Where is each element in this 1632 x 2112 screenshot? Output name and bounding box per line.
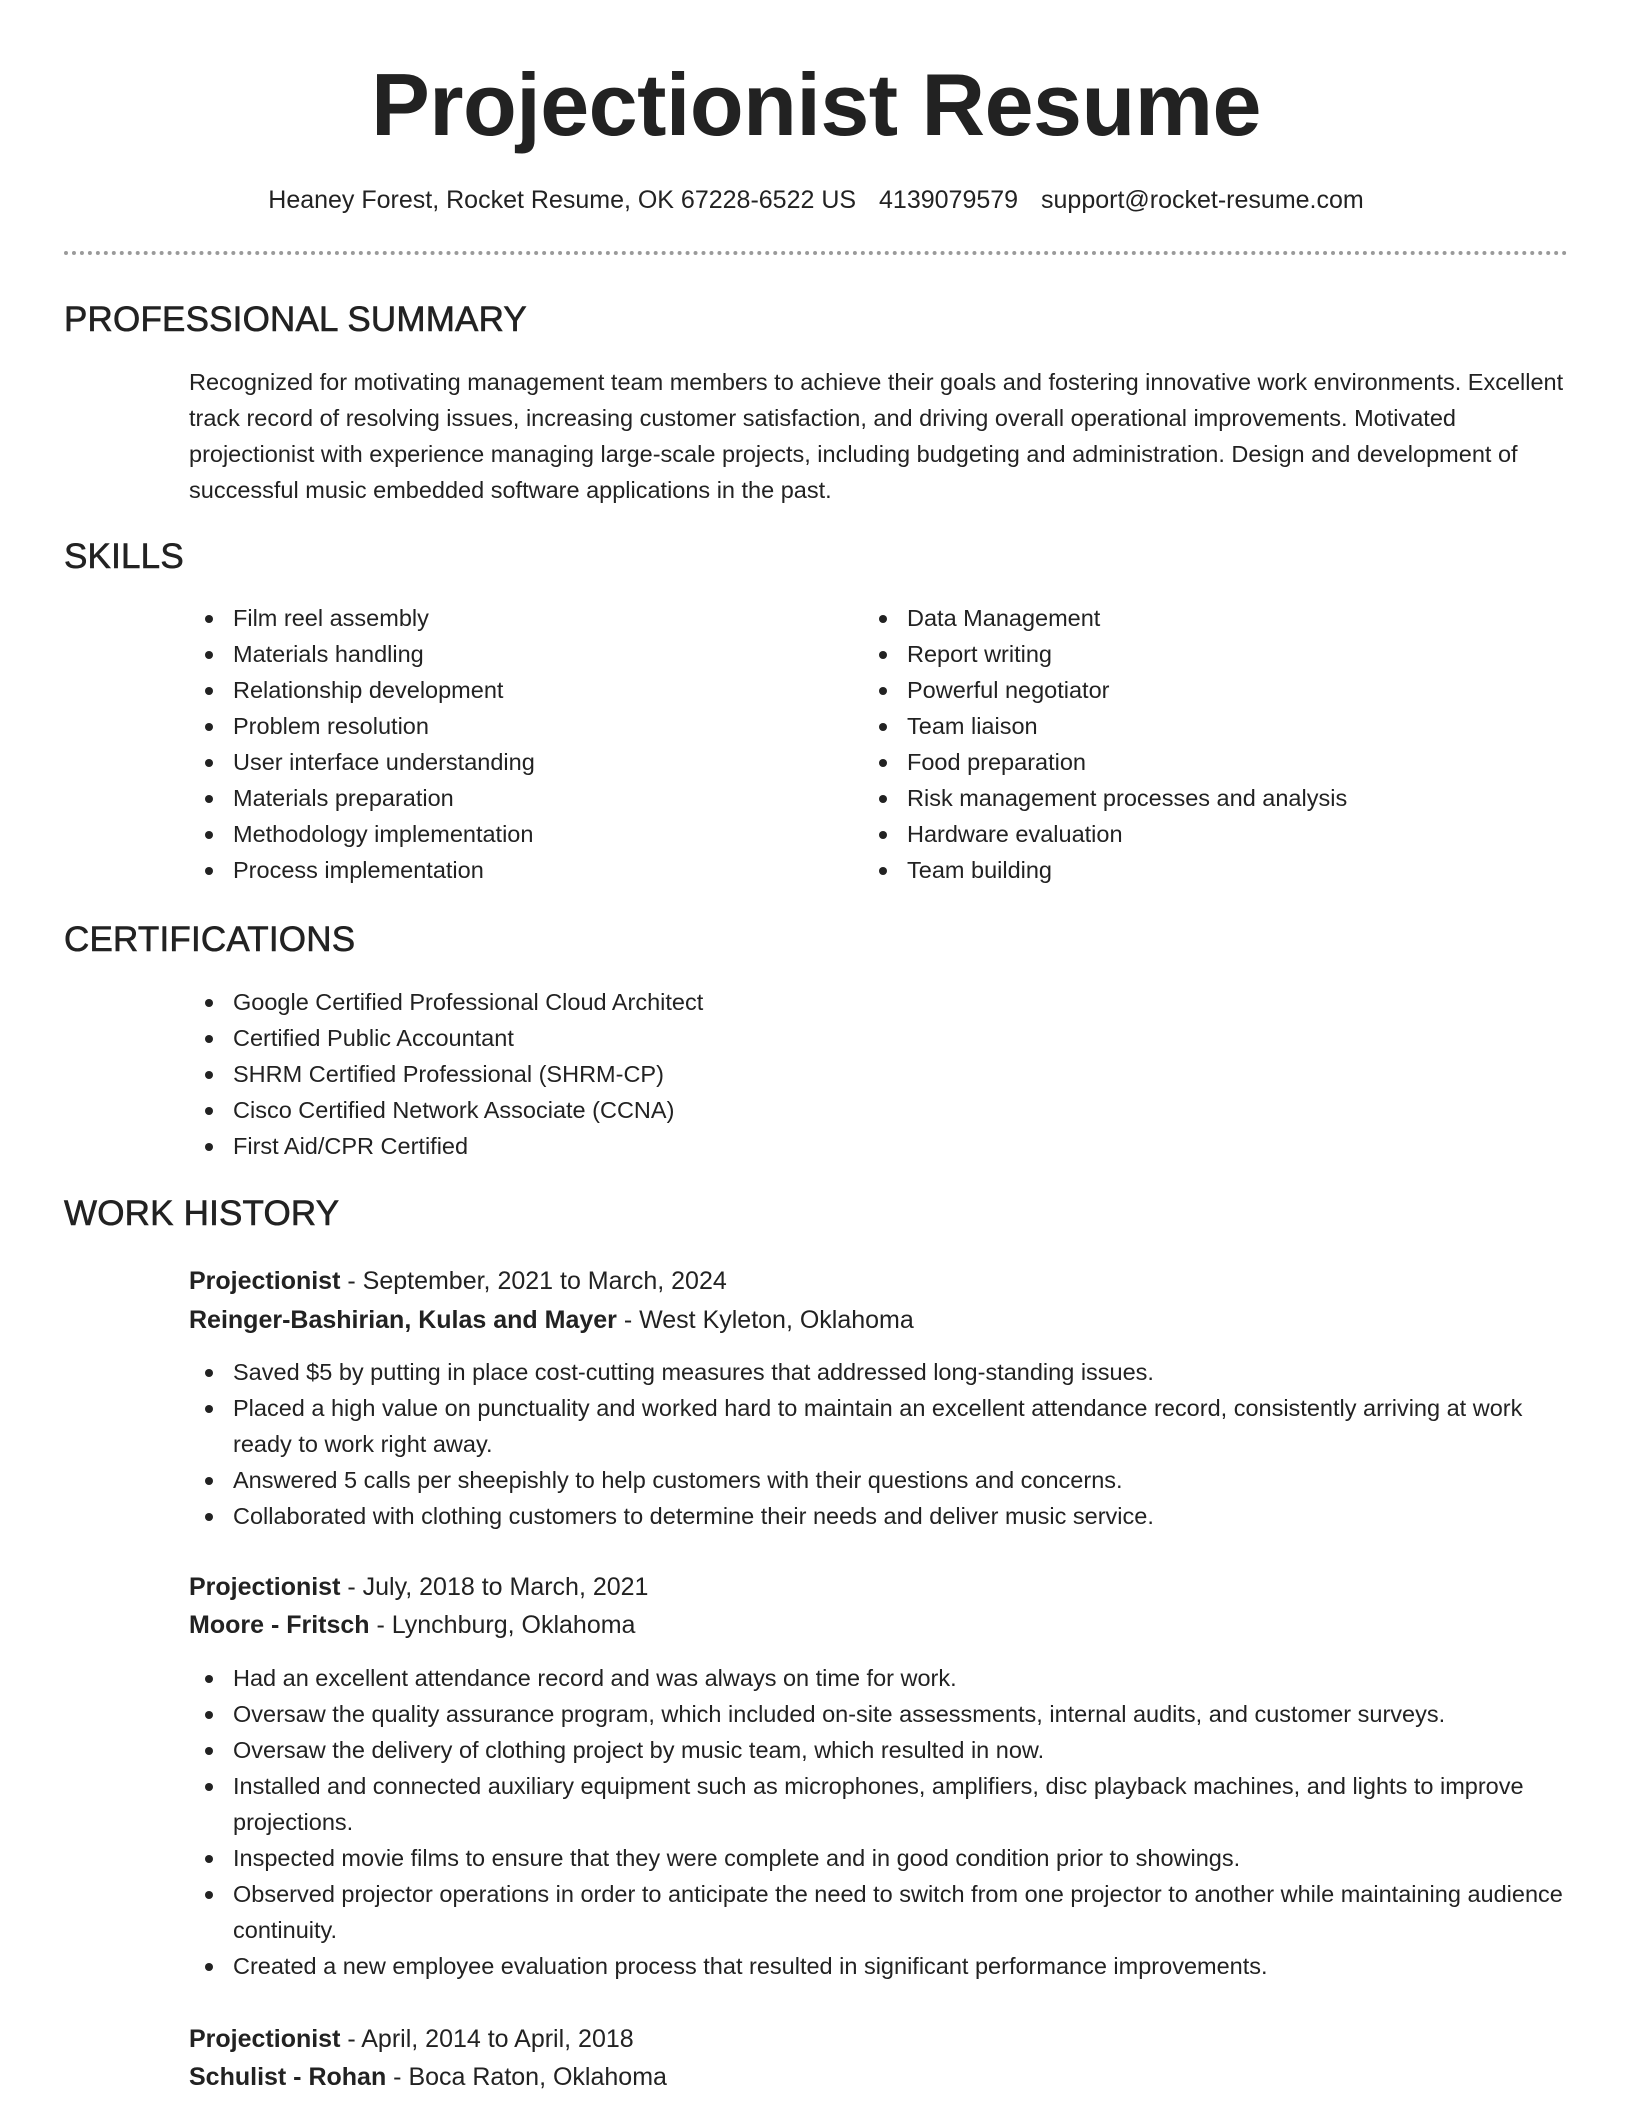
job-bullet: Collaborated with clothing customers to determine their needs and deliver music service.	[189, 1498, 1564, 1534]
job-dates: - July, 2018 to March, 2021	[340, 1573, 649, 1601]
skill-item: Process implementation	[189, 852, 829, 888]
job-company-line	[189, 2058, 667, 2096]
job-bullet: Installed and connected auxiliary equipment such as microphones, amplifiers, disc playback machines, and lights to improve projections.	[189, 1768, 1564, 1840]
header-divider	[64, 251, 1568, 255]
skill-item: Data Management	[863, 600, 1563, 636]
skill-item: Film reel assembly	[189, 600, 829, 636]
skill-item: Report writing	[863, 636, 1563, 672]
skill-item: Problem resolution	[189, 708, 829, 744]
skill-item: Food preparation	[863, 744, 1563, 780]
job-company-line	[189, 1606, 635, 1644]
resume-title: Projectionist Resume	[371, 55, 1261, 154]
certification-item: Certified Public Accountant	[189, 1020, 1564, 1056]
job-title-line	[189, 2020, 634, 2058]
contact-email: support@rocket-resume.com	[1041, 186, 1364, 214]
skill-item: Hardware evaluation	[863, 816, 1563, 852]
contact-address: Heaney Forest, Rocket Resume, OK 67228-6522 US	[268, 186, 857, 214]
job-bullet: Answered 5 calls per sheepishly to help customers with their questions and concerns.	[189, 1462, 1564, 1498]
job-company: Moore - Fritsch	[189, 1611, 370, 1639]
job-bullet: Oversaw the delivery of clothing project by music team, which resulted in now.	[189, 1732, 1564, 1768]
certifications-list	[189, 984, 1564, 1164]
skill-item: Powerful negotiator	[863, 672, 1563, 708]
job-location: - Boca Raton, Oklahoma	[386, 2063, 667, 2091]
job-title-line	[189, 1568, 648, 1606]
skill-item: Team liaison	[863, 708, 1563, 744]
job-dates: - September, 2021 to March, 2024	[340, 1267, 727, 1295]
certification-item: SHRM Certified Professional (SHRM-CP)	[189, 1056, 1564, 1092]
job-company: Schulist - Rohan	[189, 2063, 387, 2091]
job-title-line	[189, 1262, 727, 1300]
job-role: Projectionist	[189, 1573, 341, 1601]
job-bullet: Inspected movie films to ensure that they were complete and in good condition prior to showings.	[189, 1840, 1564, 1876]
job-bullet: Placed a high value on punctuality and worked hard to maintain an excellent attendance record, consistently arriving at work ready to work right away.	[189, 1390, 1564, 1462]
section-title-certifications: CERTIFICATIONS	[64, 920, 356, 959]
skill-item: Materials handling	[189, 636, 829, 672]
job-dates: - April, 2014 to April, 2018	[340, 2025, 634, 2053]
job-bullets	[189, 1354, 1564, 1534]
job-bullet: Observed projector operations in order to anticipate the need to switch from one projector to another while maintaining audience continuity.	[189, 1876, 1564, 1948]
certification-item: First Aid/CPR Certified	[189, 1128, 1564, 1164]
job-role: Projectionist	[189, 2025, 341, 2053]
section-title-summary: PROFESSIONAL SUMMARY	[64, 300, 527, 339]
summary-text: Recognized for motivating management team members to achieve their goals and fostering innovative work environments. Excellent track record of resolving issues, increasing customer satisfaction, and driving overall operational improvements. Motivated projectionist with experience managing large-scale projects, including budgeting and administration. Design and development of successful music embedded software applications in the past.	[189, 369, 1564, 503]
job-bullets	[189, 1660, 1564, 1984]
skills-list-left	[189, 600, 829, 888]
skills-list-right	[863, 600, 1563, 888]
job-company-line	[189, 1301, 914, 1339]
certification-item: Google Certified Professional Cloud Architect	[189, 984, 1564, 1020]
contact-phone: 4139079579	[879, 186, 1019, 214]
job-location: - West Kyleton, Oklahoma	[616, 1306, 914, 1334]
job-company: Reinger-Bashirian, Kulas and Mayer	[189, 1306, 617, 1334]
job-bullet: Created a new employee evaluation process that resulted in significant performance improvements.	[189, 1948, 1564, 1984]
skill-item: Team building	[863, 852, 1563, 888]
skill-item: User interface understanding	[189, 744, 829, 780]
job-location: - Lynchburg, Oklahoma	[369, 1611, 636, 1639]
job-bullet: Saved $5 by putting in place cost-cutting measures that addressed long-standing issues.	[189, 1354, 1564, 1390]
job-bullet: Oversaw the quality assurance program, which included on-site assessments, internal audits, and customer surveys.	[189, 1696, 1564, 1732]
certification-item: Cisco Certified Network Associate (CCNA)	[189, 1092, 1564, 1128]
skill-item: Risk management processes and analysis	[863, 780, 1563, 816]
job-role: Projectionist	[189, 1267, 341, 1295]
section-title-work-history: WORK HISTORY	[64, 1194, 340, 1233]
section-title-skills: SKILLS	[64, 537, 184, 576]
job-bullet: Had an excellent attendance record and was always on time for work.	[189, 1660, 1564, 1696]
skill-item: Relationship development	[189, 672, 829, 708]
contact-line	[0, 180, 1632, 220]
skill-item: Materials preparation	[189, 780, 829, 816]
skill-item: Methodology implementation	[189, 816, 829, 852]
